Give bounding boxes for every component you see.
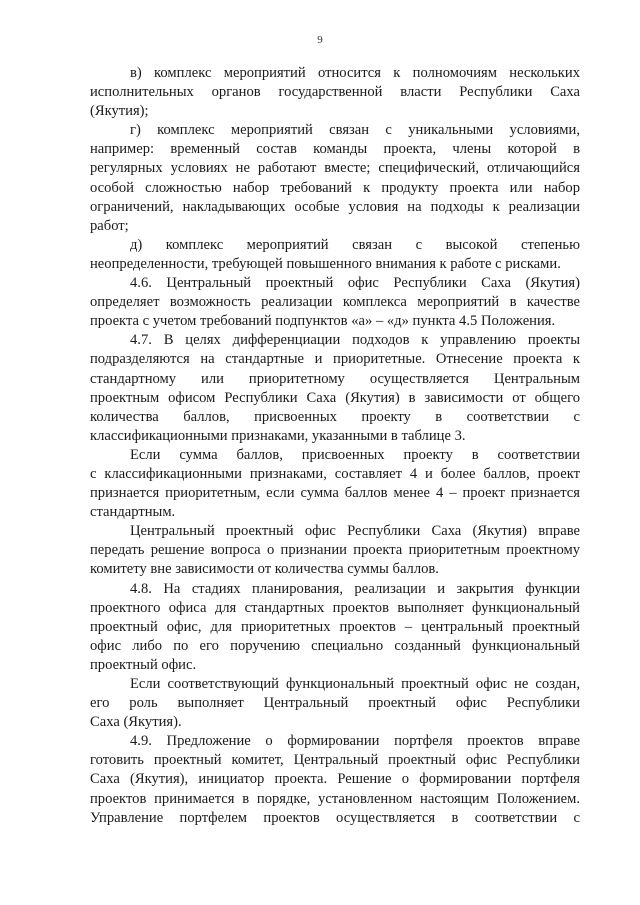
text-line: его роль выполняет Центральный проектный офис Республики <box>90 695 580 712</box>
text-line: Саха (Якутия), инициатор проекта. Решение о формировании портфеля <box>90 771 580 788</box>
text-line: проектного офиса для стандартных проектов выполняет функциональный <box>90 599 580 616</box>
text-line: Центральный проектный офис Республики Саха (Якутия) вправе <box>130 523 580 540</box>
text-line: 4.6. Центральный проектный офис Республики Саха (Якутия) <box>130 275 580 292</box>
paragraph <box>90 580 580 675</box>
paragraph <box>90 64 580 121</box>
text-line: проектным офисом Республики Саха (Якутия) в зависимости от общего <box>90 389 580 406</box>
text-line: Если сумма баллов, присвоенных проекту в соответствии <box>130 446 580 463</box>
text-line: г) комплекс мероприятий связан с уникальными условиями, <box>130 122 580 139</box>
page-number: 9 <box>317 34 323 46</box>
text-line: регулярных условиях не работают вместе; специфический, отличающийся <box>90 160 580 177</box>
text-line: (Якутия); <box>90 103 149 120</box>
text-line: проекта с учетом требований подпунктов «а» – «д» пункта 4.5 Положения. <box>90 313 556 330</box>
text-line: стандартному или приоритетному осуществляется Центральным <box>90 370 580 387</box>
text-line: проектов принимается в порядке, установленном настоящим Положением. <box>90 790 580 807</box>
paragraph <box>90 522 580 579</box>
text-line: исполнительных органов государственной власти Республики Саха <box>90 84 580 101</box>
paragraph <box>90 732 580 827</box>
text-line: Управление портфелем проектов осуществляется в соответствии с <box>90 809 580 826</box>
text-line: стандартным. <box>90 504 176 521</box>
document-body <box>90 64 580 828</box>
text-line: классификационными признаками, указанными в таблице 3. <box>90 427 466 444</box>
text-line: особой сложностью набор требований к продукту проекта или набор <box>90 179 580 196</box>
paragraph <box>90 675 580 732</box>
text-line: проектный офис, для приоритетных проектов – центральный проектный <box>90 618 580 635</box>
text-line: д) комплекс мероприятий связан с высокой степенью <box>130 236 580 253</box>
text-line: 4.7. В целях дифференциации подходов к управлению проекты <box>130 332 580 349</box>
text-line: Саха (Якутия). <box>90 714 182 731</box>
text-line: количества баллов, присвоенных проекту в соответствии с <box>90 408 580 425</box>
text-line: определяет возможность реализации комплекса мероприятий в качестве <box>90 294 580 311</box>
paragraph <box>90 446 580 522</box>
text-line: в) комплекс мероприятий относится к полномочиям нескольких <box>130 65 580 81</box>
text-line: комитету вне зависимости от количества суммы баллов. <box>90 561 439 578</box>
paragraph <box>90 331 580 446</box>
text-line: передать решение вопроса о признании проекта приоритетным проектному <box>90 542 580 559</box>
text-line: подразделяются на стандартные и приоритетные. Отнесение проекта к <box>90 351 580 368</box>
text-line: 4.9. Предложение о формировании портфеля проектов вправе <box>130 733 580 750</box>
text-line: готовить проектный комитет, Центральный проектный офис Республики <box>90 752 580 769</box>
text-line: Если соответствующий функциональный проектный офис не создан, <box>130 676 580 692</box>
paragraph <box>90 274 580 331</box>
text-line: офис либо по его поручению специально созданный функциональный <box>90 637 580 654</box>
text-line: проектный офис. <box>90 656 197 673</box>
text-line: например: временный состав команды проекта, члены которой в <box>90 141 580 158</box>
text-line: признается приоритетным, если сумма баллов менее 4 – проект признается <box>90 485 580 502</box>
text-line: 4.8. На стадиях планирования, реализации и закрытия функции <box>130 580 580 597</box>
text-line: работ; <box>90 217 129 234</box>
text-line: неопределенности, требующей повышенного внимания к работе с рисками. <box>90 255 561 272</box>
paragraph <box>90 236 580 274</box>
text-line: с классификационными признаками, составляет 4 и более баллов, проект <box>90 465 580 482</box>
text-line: ограничений, накладывающих особые условия на подходы к реализации <box>90 198 580 215</box>
paragraph <box>90 121 580 236</box>
